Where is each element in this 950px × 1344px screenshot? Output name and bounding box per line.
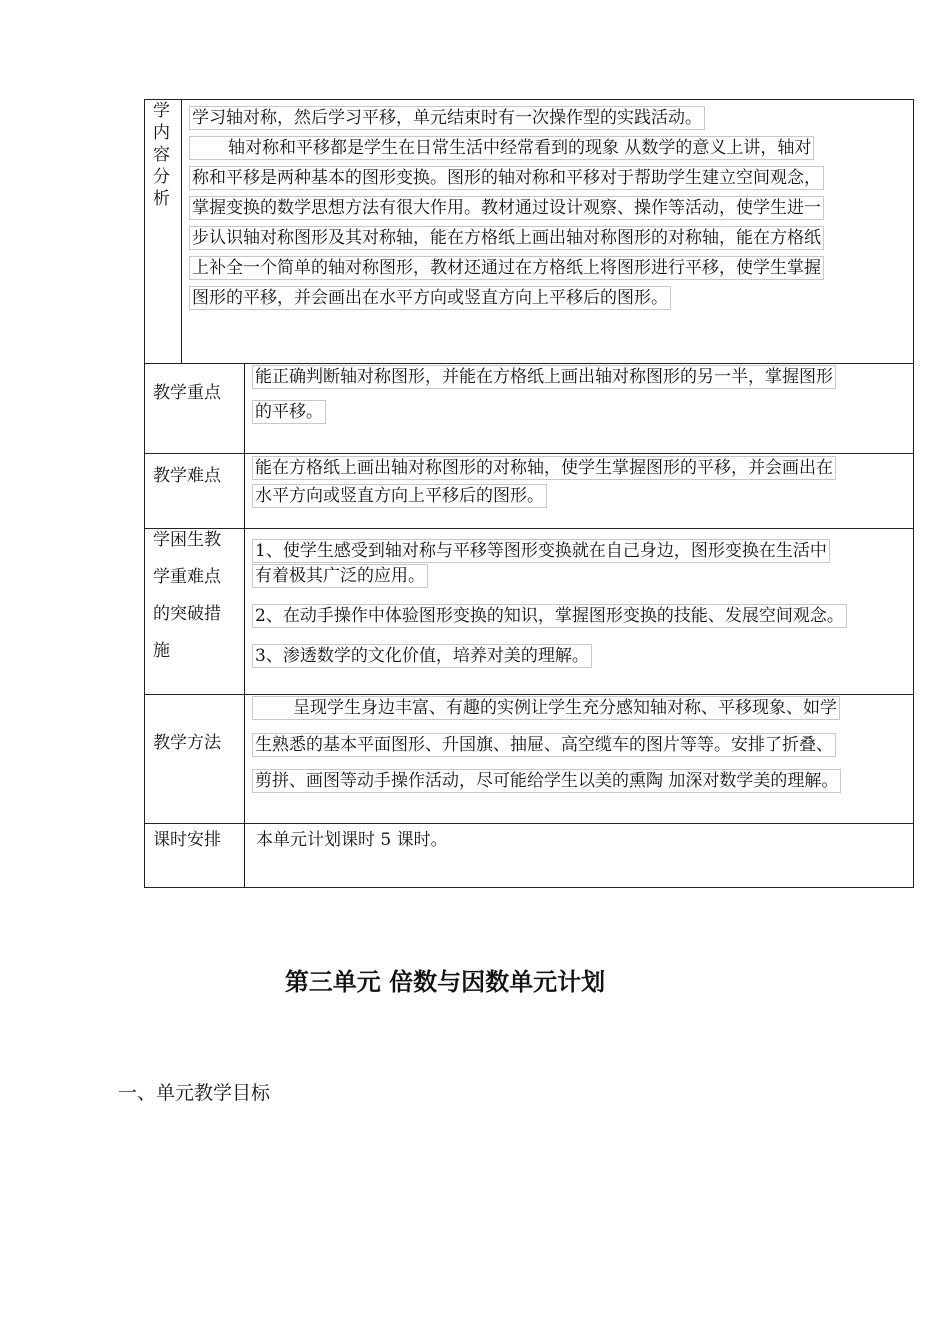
key-points-label: 教学重点 bbox=[153, 383, 221, 403]
text-line: 有着极其广泛的应用。 bbox=[252, 564, 428, 588]
table-border-top bbox=[144, 99, 914, 100]
content-analysis-label: 学内容分析 bbox=[153, 101, 170, 209]
text-line: 的平移。 bbox=[252, 400, 326, 424]
text-line: 剪拼、画图等动手操作活动，尽可能给学生以美的熏陶 加深对数学美的理解。 bbox=[252, 769, 841, 793]
text-line: 能在方格纸上画出轴对称图形的对称轴，使学生掌握图形的平移，并会画出在 bbox=[252, 456, 836, 480]
table-border-left bbox=[144, 99, 145, 887]
text-line: 3、渗透数学的文化价值，培养对美的理解。 bbox=[252, 644, 592, 668]
label-line: 施 bbox=[153, 641, 170, 661]
schedule-label: 课时安排 bbox=[153, 830, 221, 850]
text-line: 轴对称和平移都是学生在日常生活中经常看到的现象 从数学的意义上讲，轴对 bbox=[189, 136, 814, 160]
text-line: 2、在动手操作中体验图形变换的知识，掌握图形变换的技能、发展空间观念。 bbox=[252, 604, 847, 628]
section-heading: 一、单元教学目标 bbox=[118, 1082, 271, 1104]
row-divider bbox=[144, 363, 914, 364]
schedule-text: 本单元计划课时 5 课时。 bbox=[256, 830, 448, 850]
text-line: 呈现学生身边丰富、有趣的实例让学生充分感知轴对称、平移现象、如学 bbox=[252, 696, 840, 720]
row-divider bbox=[144, 528, 914, 529]
text-line: 学习轴对称，然后学习平移，单元结束时有一次操作型的实践活动。 bbox=[189, 106, 705, 130]
text-line: 水平方向或竖直方向上平移后的图形。 bbox=[252, 484, 547, 508]
text-line: 能正确判断轴对称图形，并能在方格纸上画出轴对称图形的另一半，掌握图形 bbox=[252, 365, 836, 389]
text-line: 掌握变换的数学思想方法有很大作用。教材通过设计观察、操作等活动，使学生进一 bbox=[189, 196, 824, 220]
unit-title: 第三单元 倍数与因数单元计划 bbox=[284, 968, 606, 996]
text-line: 上补全一个简单的轴对称图形，教材还通过在方格纸上将图形进行平移，使学生掌握 bbox=[189, 256, 824, 280]
row-divider bbox=[144, 694, 914, 695]
text-line: 生熟悉的基本平面图形、升国旗、抽屉、高空缆车的图片等等。安排了折叠、 bbox=[252, 733, 836, 757]
table-border-bottom bbox=[144, 887, 914, 888]
label-column-divider bbox=[244, 363, 245, 887]
label-line: 学重难点 bbox=[153, 567, 221, 587]
text-line: 1、使学生感受到轴对称与平移等图形变换就在自己身边，图形变换在生活中 bbox=[252, 539, 830, 563]
text-line: 步认识轴对称图形及其对称轴，能在方格纸上画出轴对称图形的对称轴，能在方格纸 bbox=[189, 226, 824, 250]
methods-label: 教学方法 bbox=[153, 733, 221, 753]
table-border-right bbox=[913, 99, 914, 887]
text-line: 称和平移是两种基本的图形变换。图形的轴对称和平移对于帮助学生建立空间观念， bbox=[189, 166, 824, 190]
label-line: 学困生教 bbox=[153, 530, 221, 550]
content-analysis-divider bbox=[181, 99, 182, 363]
difficulties-label: 教学难点 bbox=[153, 466, 221, 486]
text-line: 图形的平移，并会画出在水平方向或竖直方向上平移后的图形。 bbox=[189, 286, 671, 310]
row-divider bbox=[144, 453, 914, 454]
label-line: 的突破措 bbox=[153, 604, 221, 624]
